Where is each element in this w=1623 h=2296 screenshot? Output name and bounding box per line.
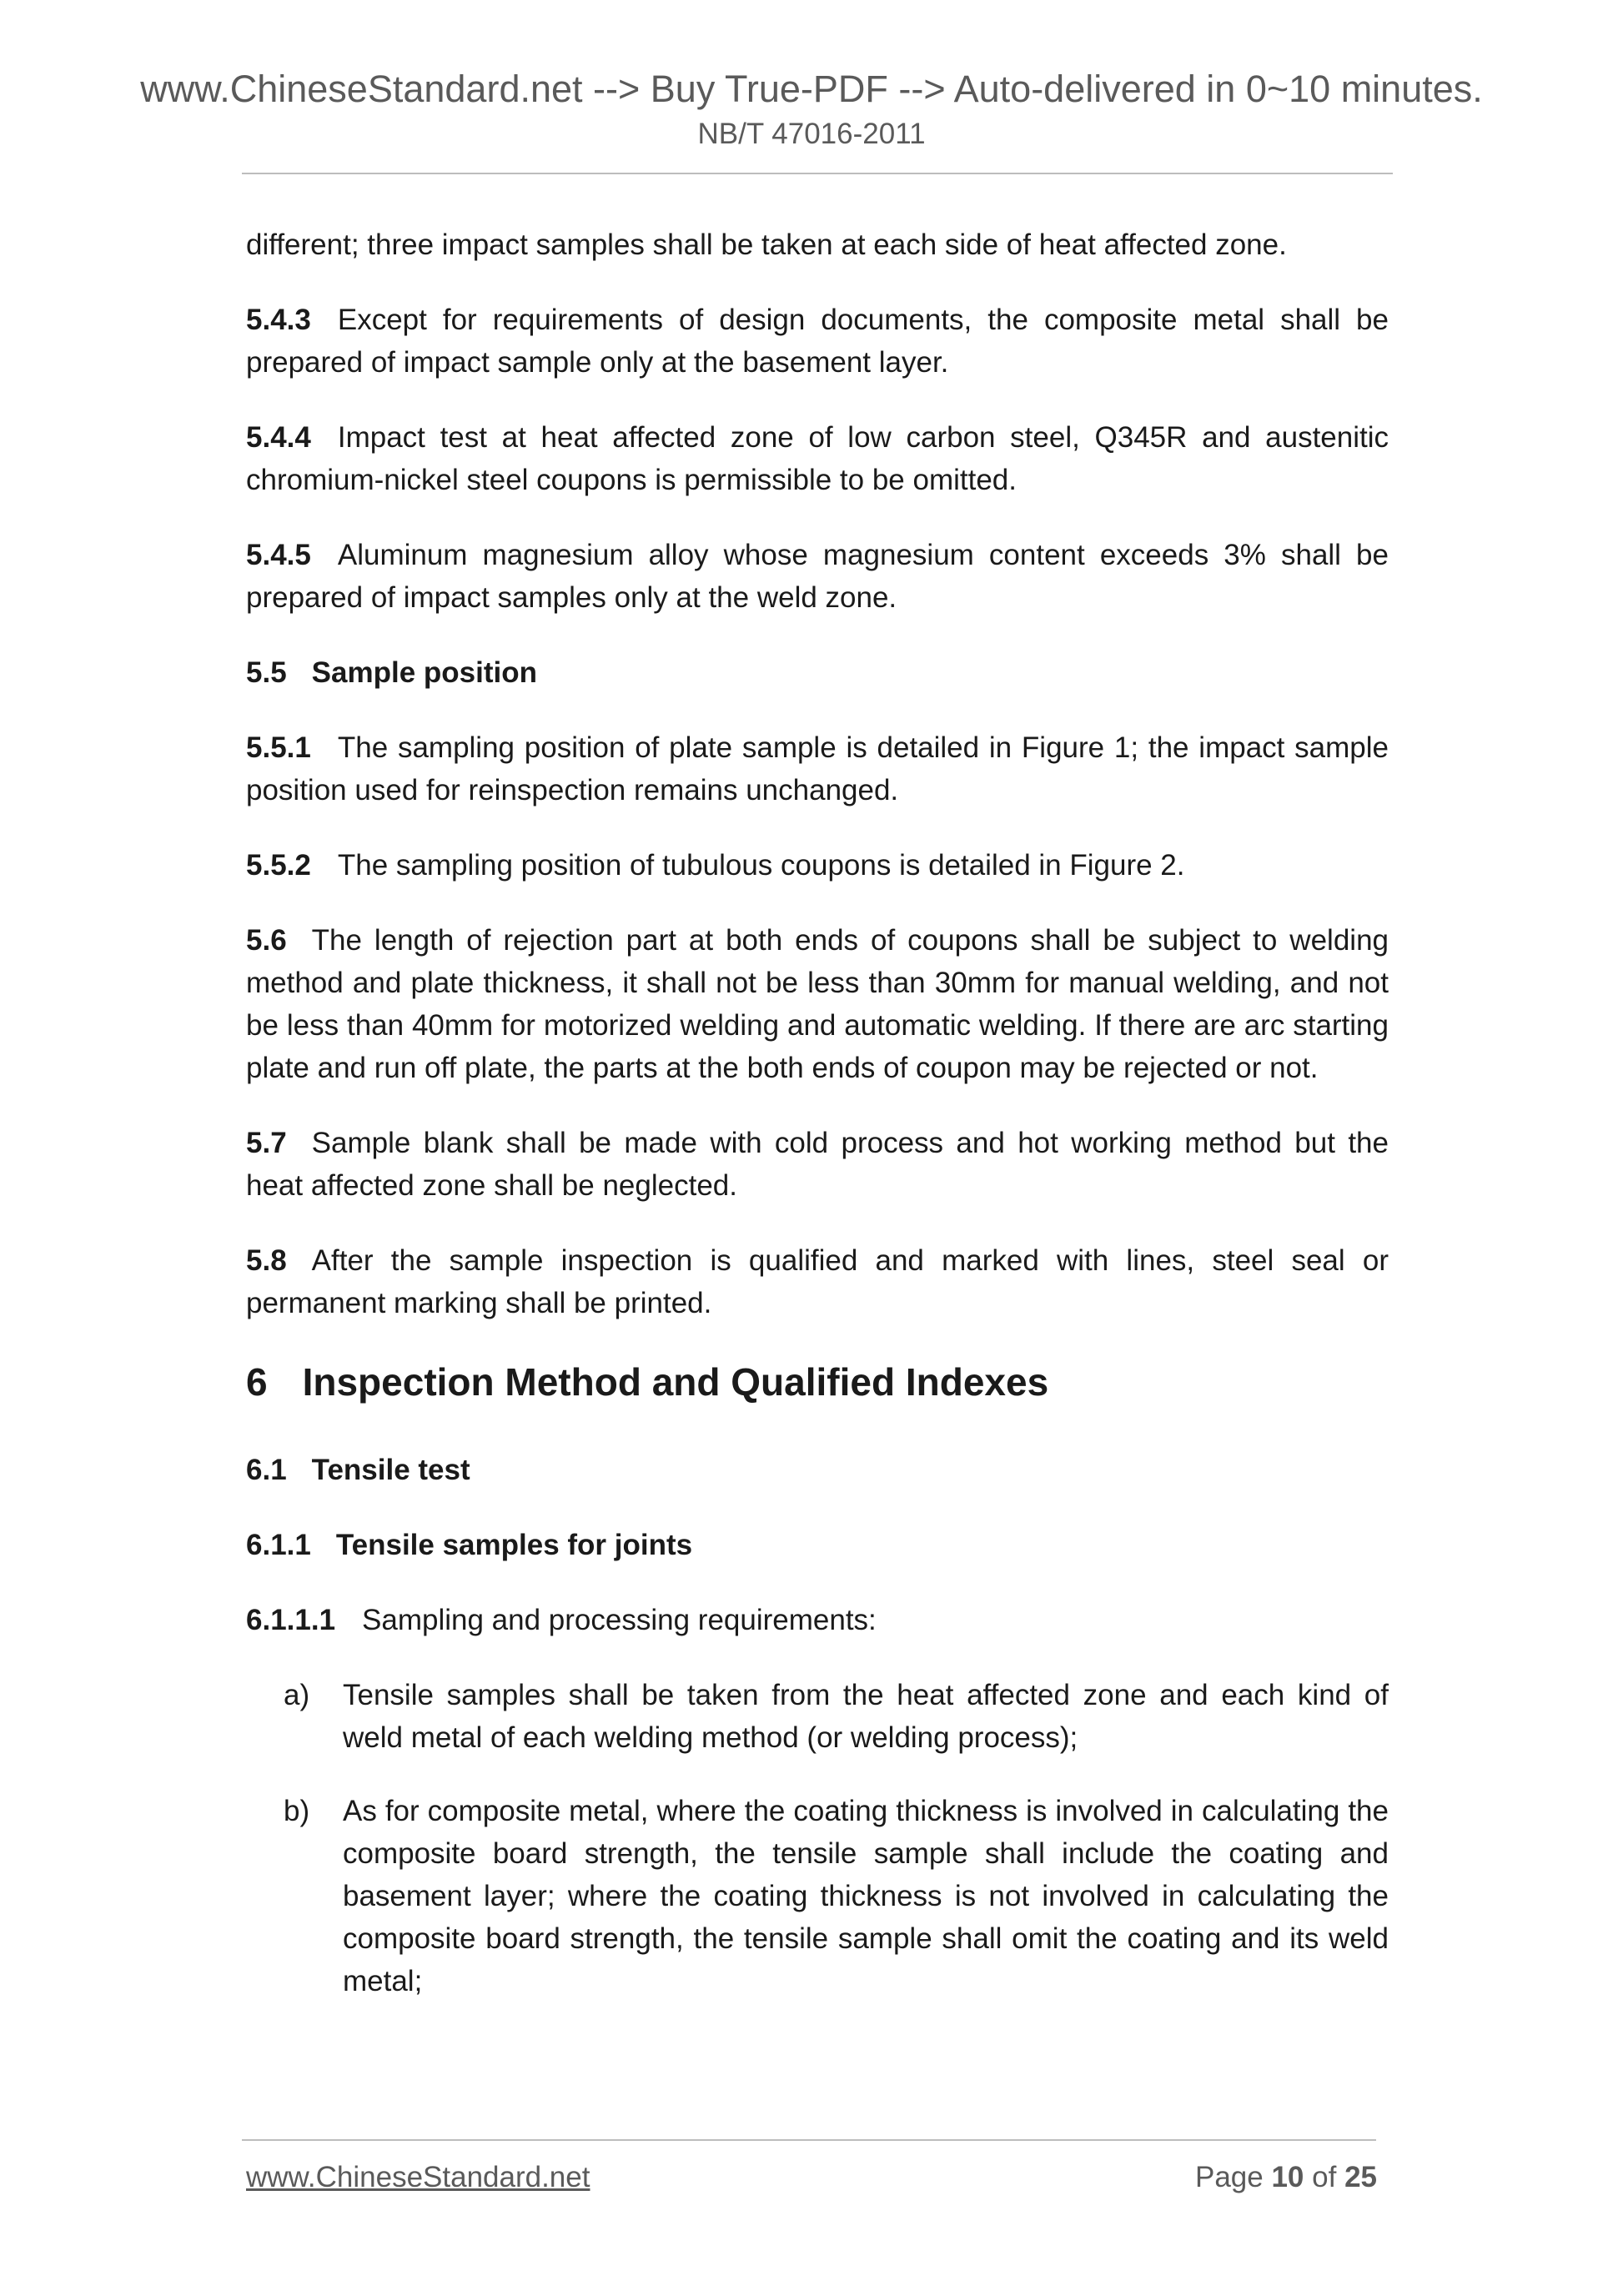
clause-text: Except for requirements of design documents, the composite metal shall be prepared of impact sample only at the basement layer. [246,304,1389,379]
clause-text: Impact test at heat affected zone of low carbon steel, Q345R and austenitic chromium-nickel steel coupons is permissible to be omitted. [246,421,1389,496]
footer-divider [242,2139,1376,2141]
page-prefix: Page [1194,2161,1264,2193]
clause-text: The sampling position of tubulous coupons is detailed in Figure 2. [337,849,1185,882]
clause-text: The sampling position of plate sample is detailed in Figure 1; the impact sample position used for reinspection remains unchanged. [246,731,1389,806]
list-item-text: As for composite metal, where the coating thickness is involved in calculating the composite board strength, the tensile sample shall include the coating and basement layer; where the coating thickness is not involved in calculating the composite board strength, the tensile sample shall omit the coating and its weld metal; [343,1795,1389,1997]
clause-text: After the sample inspection is qualified and marked with lines, steel seal or permanent marking shall be printed. [246,1244,1389,1319]
section-number: 6.1 [246,1454,287,1486]
clause-5-4-3 [246,299,1389,384]
list-marker: b) [284,1795,310,1827]
section-title: Sample position [311,656,537,689]
section-number: 6.1.1 [246,1529,311,1561]
chapter-number: 6 [246,1360,268,1404]
header-banner: www.ChineseStandard.net --> Buy True-PDF --> Auto-delivered in 0~10 minutes. [140,68,1483,110]
page-content [246,224,1389,2033]
clause-number: 5.6 [246,924,287,957]
clause-number: 5.4.5 [246,539,311,571]
clause-text: Sample blank shall be made with cold process and hot working method but the heat affected zone shall be neglected. [246,1127,1389,1202]
chapter-6-heading [246,1357,1389,1407]
page-of: of [1312,2161,1337,2193]
section-5-5-heading [246,651,1389,694]
clause-6-1-1-1 [246,1599,1389,1641]
chapter-title: Inspection Method and Qualified Indexes [302,1360,1049,1404]
list-item [246,1790,1389,2002]
clause-text: Sampling and processing requirements: [362,1604,877,1636]
section-number: 5.5 [246,656,287,689]
section-6-1-heading [246,1449,1389,1491]
clause-5-6 [246,919,1389,1089]
clause-5-5-1 [246,726,1389,811]
clause-number: 5.7 [246,1127,287,1159]
clause-5-5-2 [246,844,1389,887]
clause-number: 5.5.2 [246,849,311,882]
header-divider [242,173,1393,174]
list-marker: a) [284,1679,310,1711]
list-item [246,1674,1389,1759]
page-indicator [1195,2160,1377,2195]
clause-number: 5.4.4 [246,421,311,454]
section-title: Tensile test [311,1454,470,1486]
list-item-text: Tensile samples shall be taken from the heat affected zone and each kind of weld metal of each welding method (or welding process); [343,1679,1389,1754]
clause-5-4-4 [246,416,1389,501]
clause-number: 6.1.1.1 [246,1604,336,1636]
section-6-1-1-heading [246,1524,1389,1566]
clause-number: 5.4.3 [246,304,311,336]
page-current: 10 [1271,2161,1304,2193]
clause-text: The length of rejection part at both ends of coupons shall be subject to welding method and plate thickness, it shall not be less than 30mm for manual welding, and not be less than 40mm for motorized welding and automatic welding. If there are arc starting plate and run off plate, the parts at the both ends of coupon may be rejected or not. [246,924,1389,1084]
page-total: 25 [1344,2161,1377,2193]
clause-text: Aluminum magnesium alloy whose magnesium content exceeds 3% shall be prepared of impact samples only at the weld zone. [246,539,1389,614]
clause-5-4-5 [246,534,1389,619]
clause-number: 5.8 [246,1244,287,1277]
section-title: Tensile samples for joints [335,1529,693,1561]
standard-code: NB/T 47016-2011 [697,118,926,150]
clause-5-8 [246,1239,1389,1324]
continuation-paragraph: different; three impact samples shall be taken at each side of heat affected zone. [246,229,1287,261]
clause-number: 5.5.1 [246,731,311,764]
clause-5-7 [246,1122,1389,1207]
footer-site-link[interactable]: www.ChineseStandard.net [246,2161,590,2193]
